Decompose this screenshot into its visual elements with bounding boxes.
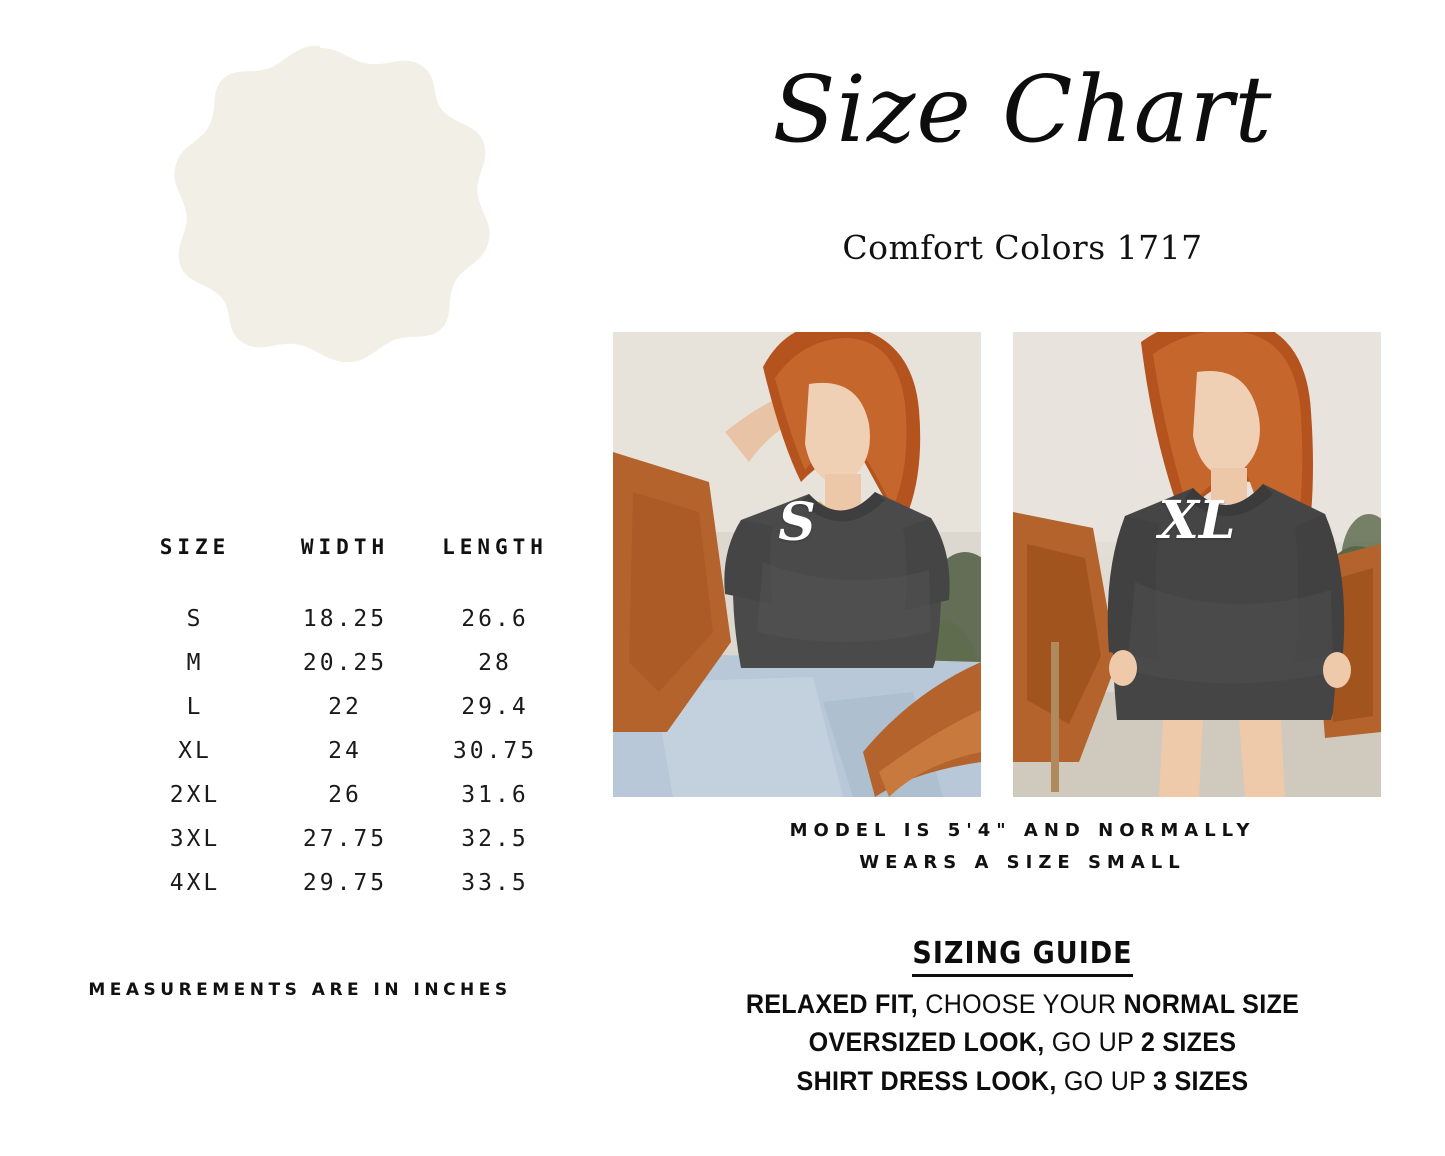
cell-width: 26 [328, 782, 362, 808]
guide-line-2-bold-end: 2 SIZES [1140, 1027, 1237, 1058]
table-row [120, 641, 570, 685]
cell-size: M [186, 650, 204, 676]
sizing-guide-title-text: SIZING GUIDE [912, 936, 1132, 977]
page-subtitle: Comfort Colors 1717 [842, 228, 1203, 267]
right-column [600, 0, 1445, 1156]
photo-gallery [613, 332, 1433, 797]
guide-line-1-bold-end: NORMAL SIZE [1123, 989, 1300, 1019]
table-row [120, 597, 570, 641]
sizing-guide-line [630, 985, 1416, 1023]
model-caption-line-1: MODEL IS 5'4" AND NORMALLY [789, 820, 1256, 841]
model-photo-xl [1013, 332, 1381, 797]
sizing-guide-title [600, 936, 1445, 971]
cell-width: 27.75 [302, 826, 388, 852]
cell-width: 22 [328, 694, 362, 720]
sizing-guide-lines [600, 985, 1445, 1100]
guide-line-2-bold-start: OVERSIZED LOOK, [808, 1027, 1045, 1058]
guide-line-1-bold-start: RELAXED FIT, [745, 989, 919, 1019]
cell-width: 29.75 [302, 870, 388, 896]
guide-line-2-middle: GO UP [1044, 1027, 1141, 1058]
cell-length: 26.6 [461, 606, 529, 632]
left-column [0, 0, 600, 1156]
model-caption-line-2: WEARS A SIZE SMALL [859, 851, 1186, 873]
guide-line-3-bold-start: SHIRT DRESS LOOK, [796, 1065, 1057, 1096]
table-row [120, 861, 570, 905]
cell-size: XL [178, 738, 212, 764]
size-table [120, 535, 570, 905]
table-row [120, 729, 570, 773]
model-caption [600, 815, 1445, 878]
model-photo-small [613, 332, 981, 797]
cell-length: 29.4 [461, 694, 529, 720]
table-row [120, 817, 570, 861]
tee-size-label-small: S [778, 492, 816, 553]
column-header-size: SIZE [159, 535, 231, 559]
cell-length: 31.6 [461, 782, 529, 808]
guide-line-1-middle: CHOOSE YOUR [918, 989, 1124, 1019]
column-header-width: WIDTH [300, 535, 390, 559]
page-title: Size Chart [772, 56, 1273, 163]
cell-length: 28 [478, 650, 512, 676]
cell-size: 3XL [169, 826, 221, 852]
column-header-length: LENGTH [442, 535, 548, 559]
sizing-guide-line [630, 1023, 1416, 1061]
cell-size: L [186, 694, 204, 720]
cell-length: 32.5 [461, 826, 529, 852]
cell-size: S [186, 606, 204, 632]
measurements-note: MEASUREMENTS ARE IN INCHES [88, 980, 512, 1000]
table-row [120, 685, 570, 729]
tee-size-label-xl: XL [1158, 490, 1236, 551]
guide-line-3-middle: GO UP [1056, 1065, 1153, 1096]
decorative-blob-shape [130, 42, 510, 442]
table-header-row [120, 535, 570, 597]
guide-line-3-bold-end: 3 SIZES [1152, 1065, 1249, 1096]
cell-size: 2XL [169, 782, 221, 808]
cell-size: 4XL [169, 870, 221, 896]
cell-width: 24 [328, 738, 362, 764]
sizing-guide-line [630, 1062, 1416, 1100]
cell-width: 20.25 [302, 650, 388, 676]
table-row [120, 773, 570, 817]
cell-length: 30.75 [452, 738, 538, 764]
cell-width: 18.25 [302, 606, 388, 632]
cell-length: 33.5 [461, 870, 529, 896]
